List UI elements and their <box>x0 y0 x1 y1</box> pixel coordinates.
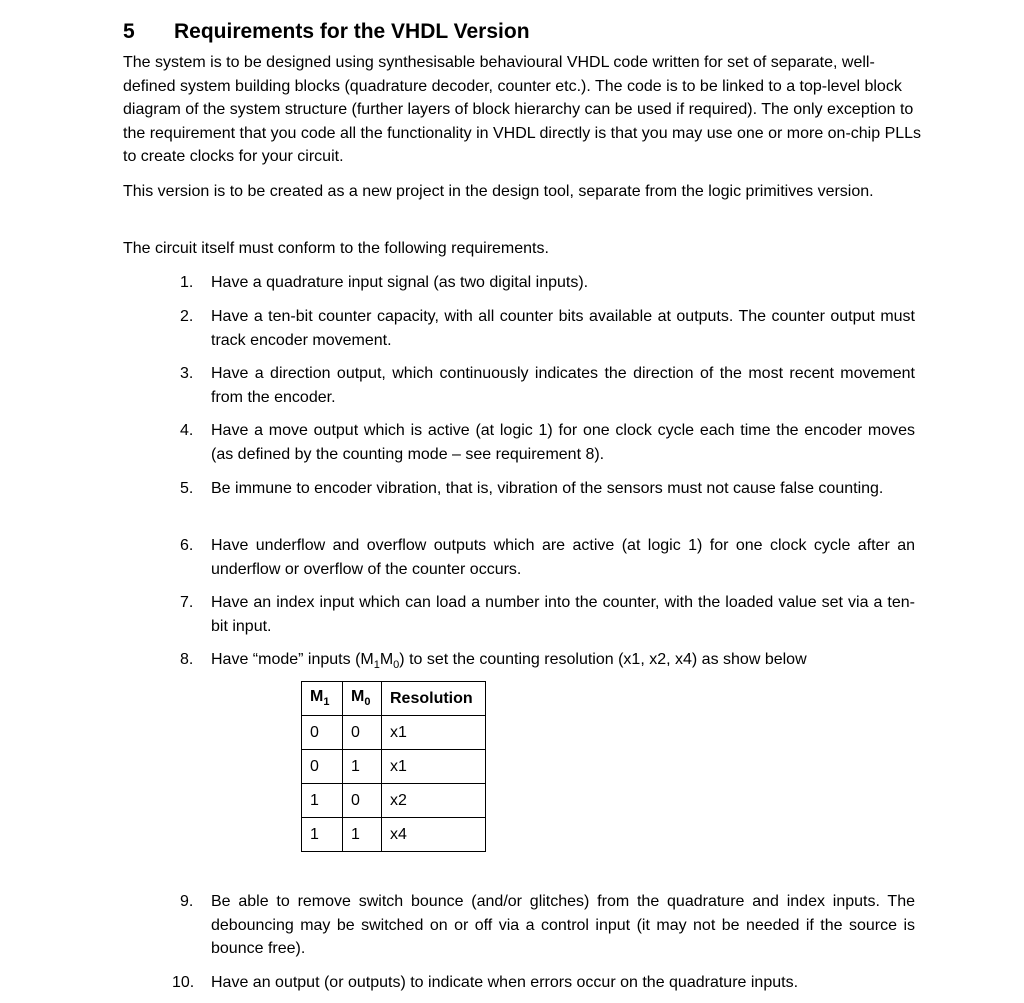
requirement-text: Have an index input which can load a number into the counter, with the loaded value set via a ten-bit input. <box>211 594 915 635</box>
requirement-text: Have an output (or outputs) to indicate when errors occur on the quadrature inputs. <box>211 974 799 991</box>
requirement-item <box>180 648 915 678</box>
table-row <box>302 818 486 852</box>
requirement-item <box>180 419 915 466</box>
section-heading <box>123 20 530 44</box>
requirement-number: 4. <box>180 422 194 439</box>
table-row <box>302 716 486 750</box>
requirement-number: 5. <box>180 480 194 497</box>
requirement-number: 8. <box>180 651 194 668</box>
requirement-number: 1. <box>180 274 194 291</box>
m1-header: $M_1$ <box>302 682 343 716</box>
m1-cell: 1 <box>302 818 343 852</box>
requirement-item <box>180 591 915 638</box>
requirement-text: Have a direction output, which continuously indicates the direction of the most recent movement from the encoder. <box>211 365 915 406</box>
resolution-cell: x4 <box>382 818 486 852</box>
m1-cell: 0 <box>302 716 343 750</box>
requirement-text: Be immune to encoder vibration, that is, vibration of the sensors must not cause false counting. <box>211 480 884 497</box>
m0-cell: 1 <box>343 750 382 784</box>
project-paragraph: This version is to be created as a new project in the design tool, separate from the logic primitives version. <box>123 183 874 200</box>
section-title: Requirements for the VHDL Version <box>174 20 530 43</box>
requirement-text: Have a move output which is active (at logic 1) for one clock cycle each time the encoder moves (as defined by the counting mode – see requirement 8). <box>211 422 915 463</box>
requirement-item <box>180 890 915 961</box>
table-row <box>302 784 486 818</box>
m0-cell: 0 <box>343 716 382 750</box>
m0-cell: 0 <box>343 784 382 818</box>
requirement-number: 3. <box>180 365 194 382</box>
resolution-cell: x1 <box>382 716 486 750</box>
requirement-item <box>180 271 915 295</box>
requirement-number: 10. <box>172 974 195 991</box>
requirement-item <box>180 305 915 352</box>
intro-paragraph: The system is to be designed using synthesisable behavioural VHDL code written for set of separate, well-defined system building blocks (quadrature decoder, counter etc.). The code is to be linked to a top-level block diagram of the system structure (further layers of block hierarchy can be used if required). The only exception to the requirement that you code all the functionality in VHDL directly is that you may use one or more on-chip PLLs to create clocks for your circuit. <box>123 54 922 165</box>
table-row <box>302 750 486 784</box>
requirement-text: Be able to remove switch bounce (and/or glitches) from the quadrature and index inputs. The debouncing may be switched on or off via a control input (it may not be needed if the source is bounce free). <box>211 893 915 957</box>
m1-cell: 1 <box>302 784 343 818</box>
requirement-number: 7. <box>180 594 194 611</box>
requirements-intro: The circuit itself must conform to the following requirements. <box>123 240 549 257</box>
requirement-number: 2. <box>180 308 194 325</box>
requirement-number: 6. <box>180 537 194 554</box>
requirement-item <box>180 362 915 409</box>
mode-resolution-table <box>301 681 486 852</box>
m0-header: $M_0$ <box>343 682 382 716</box>
m1-cell: 0 <box>302 750 343 784</box>
requirement-text: Have underflow and overflow outputs which are active (at logic 1) for one clock cycle after an underflow or overflow of the counter occurs. <box>211 537 915 578</box>
table-header-row <box>302 682 486 716</box>
requirement-item <box>180 477 915 501</box>
requirement-number: 9. <box>180 893 194 910</box>
requirement-item <box>180 534 915 581</box>
resolution-cell: x1 <box>382 750 486 784</box>
m0-cell: 1 <box>343 818 382 852</box>
resolution-header: Resolution <box>382 682 486 716</box>
resolution-cell: x2 <box>382 784 486 818</box>
requirement-item <box>172 971 915 995</box>
requirement-text: Have “mode” inputs $(M_1M_0)$ to set the counting resolution (x1, x2, x4) as show below <box>211 651 807 672</box>
section-number: 5 <box>123 20 135 43</box>
requirement-text: Have a ten-bit counter capacity, with all counter bits available at outputs. The counter output must track encoder movement. <box>211 308 915 349</box>
requirement-text: Have a quadrature input signal (as two digital inputs). <box>211 274 589 291</box>
